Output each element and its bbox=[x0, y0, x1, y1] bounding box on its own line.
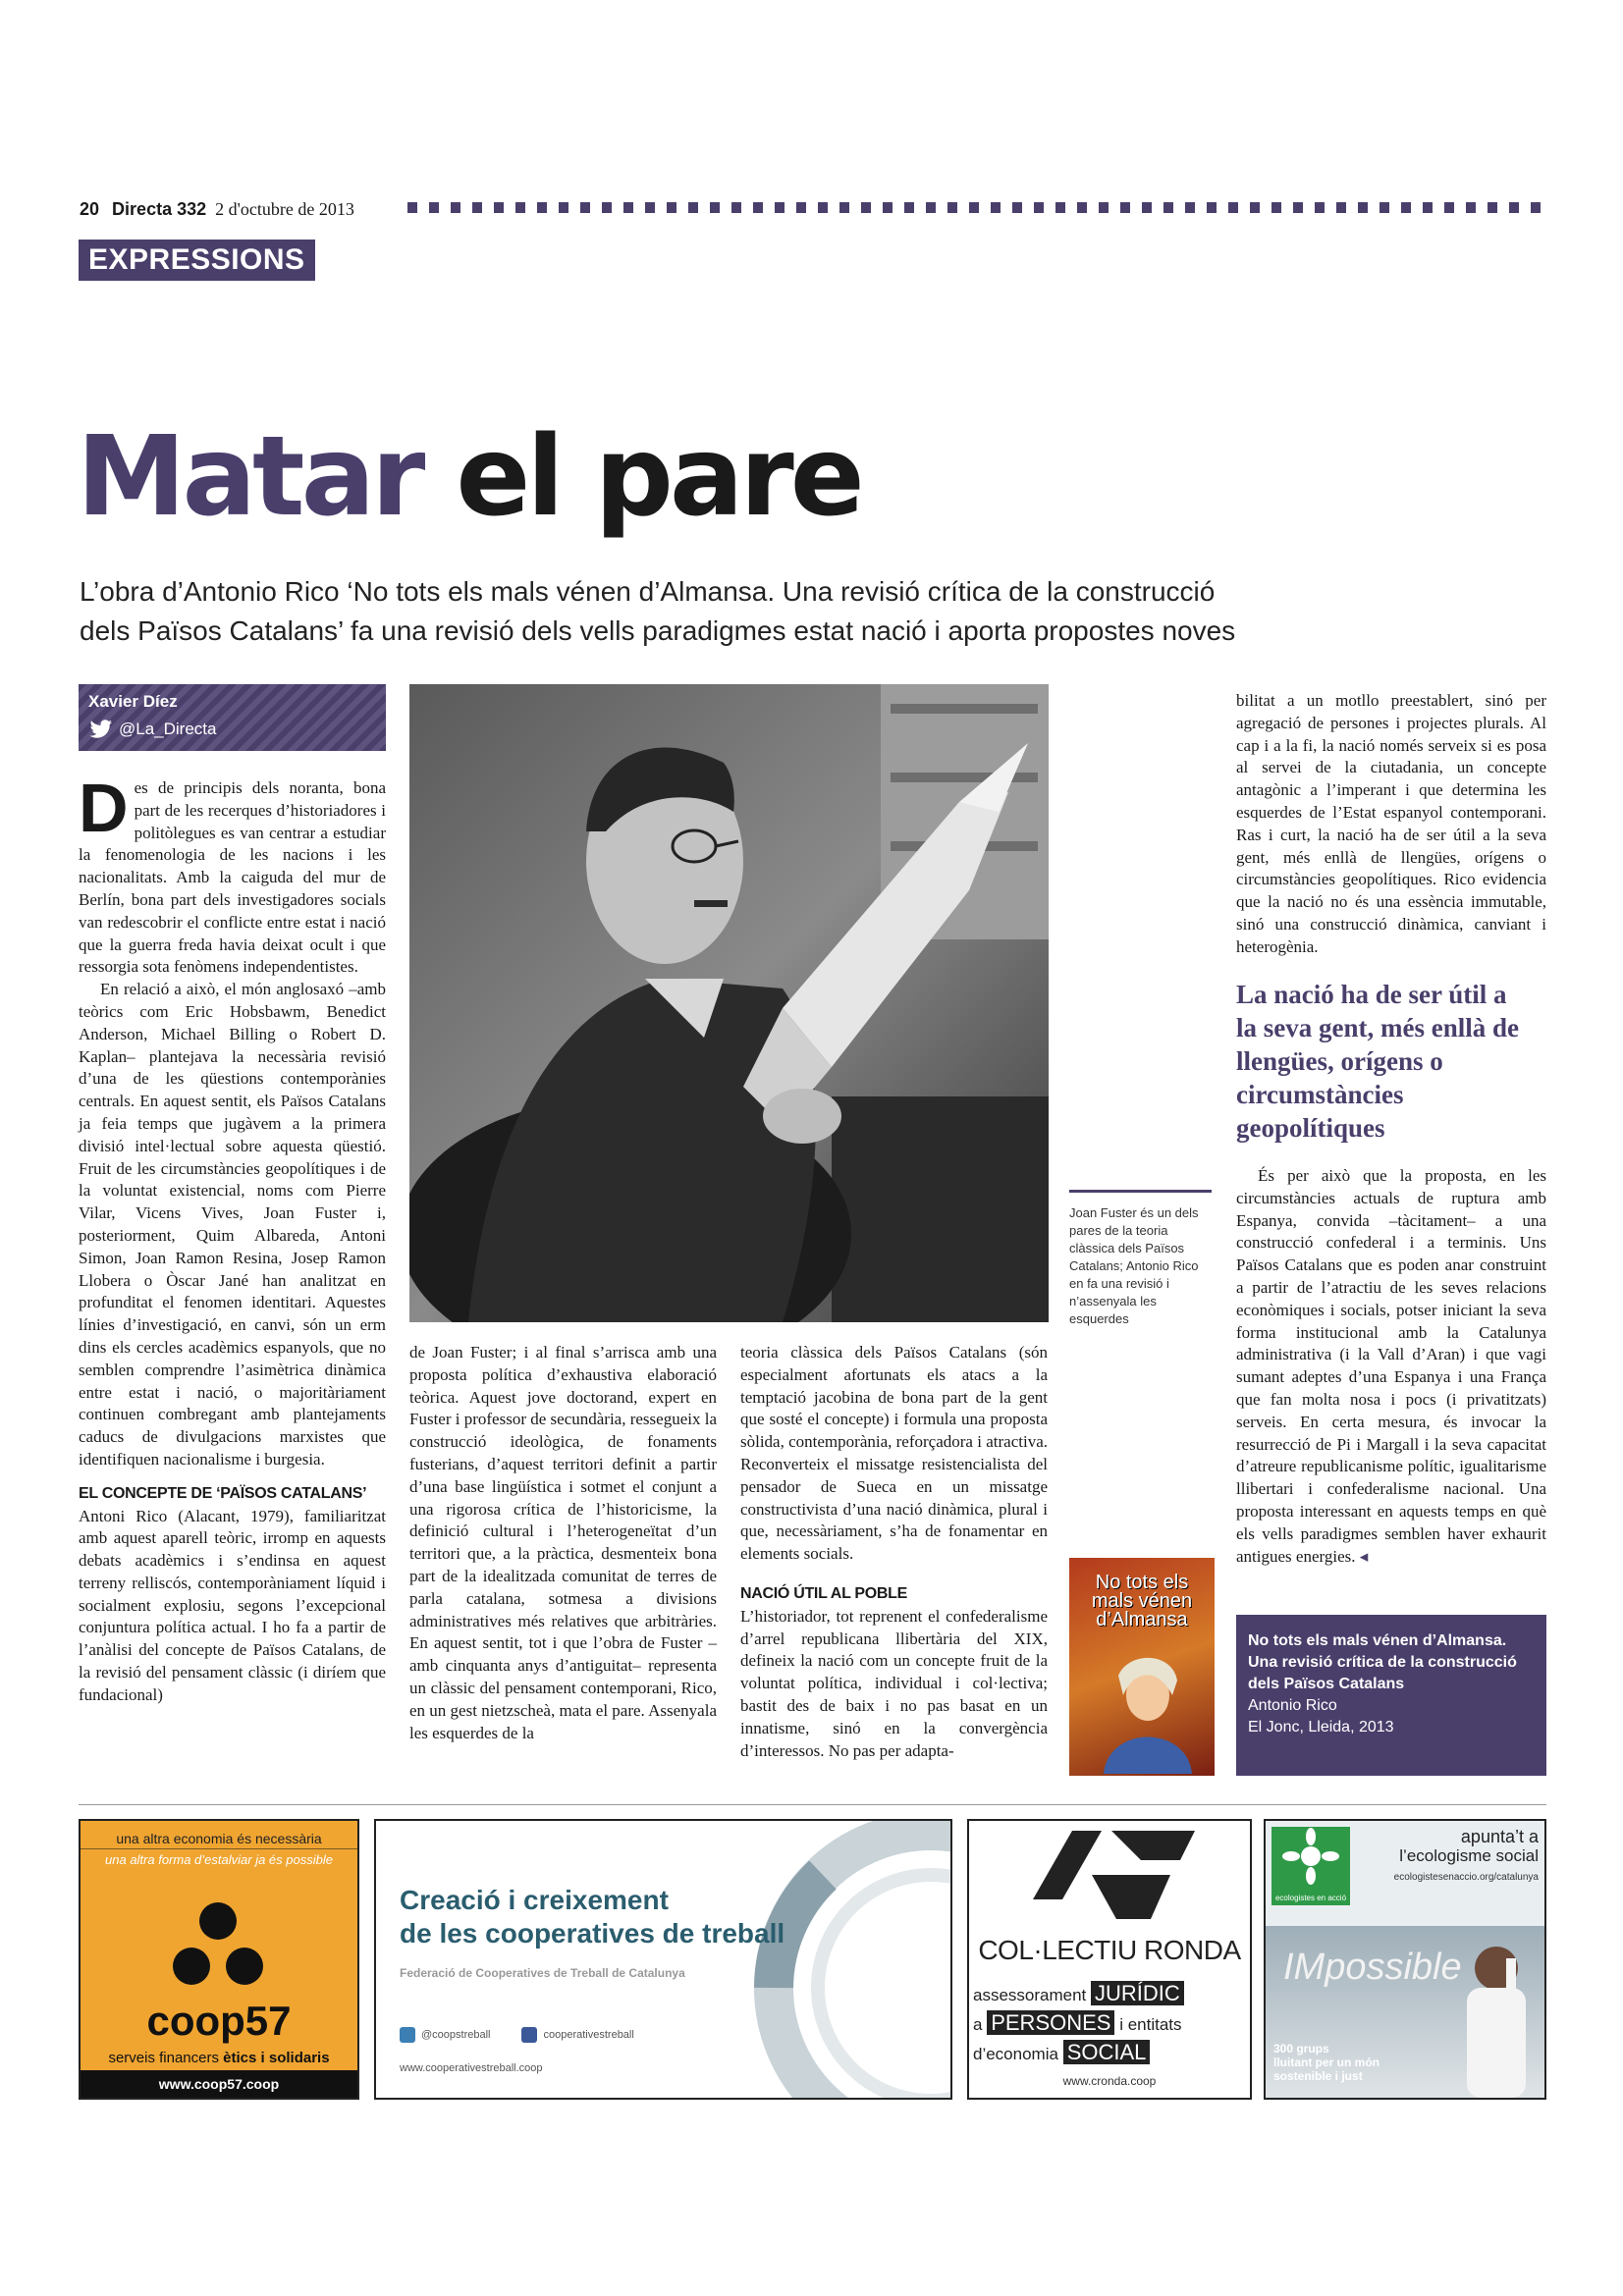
article-column-2 bbox=[409, 1342, 717, 1744]
article-paragraph: És per això que la proposta, en les circumstàncies actuals de ruptura amb Espanya, convida –tàcitament– a una construcció confederal i a terminis. Uns Països Catalans que es poden anar construint a partir de l’atractiu de les seves relacions econòmiques i socials, potser iniciant la seva forma institucional amb la Catalunya administrativa (i la Vall d’Aran) i que vagi sumant adeptes d’una Espanya i una França que fan molta nosa i pocs (i privatitzats) serveis. En certa mesura, és invocar la resurrecció de Pi i Margall i la seva capacitat d’atreure republicanisme polític, igualitarisme llibertari i confederalisme nacional. Una proposta interessant en aquests temps en què els vells paradigmes semblen haver exhaurit antigues energies. ◂ bbox=[1236, 1166, 1546, 1566]
publication-name: Directa 332 bbox=[112, 199, 207, 219]
ecologistes-tagline: apunta’t a l’ecologisme social bbox=[1399, 1827, 1539, 1865]
ecologistes-logo: ecologistes en acció bbox=[1271, 1827, 1350, 1905]
child-figure bbox=[1452, 1929, 1541, 2098]
article-column-4-top bbox=[1236, 690, 1546, 959]
article-paragraph: de Joan Fuster; i al final s’arrisca amb una proposta política d’exhaustiva elaboració teòrica. Aquest jove doctorand, expert en Fuster i professor de secundària, ressegueix la construcció ideològica, de fonaments fusterians, d’aquest territori definit a partir d’una base lingüística i sotmet el conjunt a una rigorosa crítica de l’historicisme, la definició cultural i l’heterogeneïtat d’un territori que, a la pràctica, desmenteix bona part de la idealitzada comunitat de terres de parla catalana, sotmesa a divisions administratives més relatives que arbitràries. En aquest sentit, tot i que l’obra de Fuster –amb cinquanta anys d’antiguitat– representa un clàssic del pensament contemporani, Rico, en un gest nietzscheà, mata el pare. Assenyala les esquerdes de la bbox=[409, 1343, 717, 1742]
article-paragraph: En relació a això, el món anglosaxó –amb teòrics com Eric Hobsbawm, Benedict Anderson, Michael Billing o Robert D. Kaplan– plantejava la necessària revisió d’una de les qüestions contemporànies centrals. En aquest sentit, els Països Catalans ja feia temps que jugàvem a la primera divisió intel·lectual sobre aquesta qüestió. Fruit de les circumstàncies geopolítiques i de la voluntat existencial, noms com Pierre Vilar, Vicens Vives, Joan Fuster i, posteriorment, Quim Albareda, Antoni Simon, Joan Ramon Resina, Josep Ramon Llobera o Òscar Jané han analitzat en profunditat el fenomen identitari. Aquestes línies d’investigació, en canvi, són un erm dins els cercles acadèmics espanyols, que no semblen comprendre l’asimètrica dinàmica entre estat i nació, o majoritàriament continuen combregant amb plantejaments caducs de divulgacions marxistes que identifiquen nacionalisme i burgesia. bbox=[79, 980, 386, 1468]
ronda-brand: COL·LECTIU RONDA bbox=[978, 1935, 1241, 1965]
article-dek: L’obra d’Antonio Rico ‘No tots els mals vénen d’Almansa. Una revisió crítica de la construcció dels Països Catalans’ fa una revisió dels vells paradigmes estat nació i aporta propostes noves bbox=[80, 576, 1236, 646]
cooperatives-headline: Creació i creixement de les cooperatives de treball bbox=[400, 1885, 785, 1949]
ad-cooperatives-treball[interactable] bbox=[374, 1819, 952, 2100]
coop57-logo-icon bbox=[164, 1899, 272, 1998]
portrait-image bbox=[409, 684, 1049, 1322]
article-column-4-bottom bbox=[1236, 1165, 1546, 1568]
coop57-tagline-1: una altra economia és necessària bbox=[81, 1831, 357, 1849]
book-info-box bbox=[1236, 1615, 1546, 1776]
twitter-icon bbox=[400, 2027, 415, 2043]
ecologistes-claim: 300 grups lluitant per un món sostenible i just bbox=[1273, 2042, 1380, 2083]
book-cover bbox=[1069, 1558, 1215, 1776]
cooperatives-federation: Federació de Cooperatives de Treball de Catalunya bbox=[400, 1966, 685, 1980]
issue-date: 2 d'octubre de 2013 bbox=[215, 199, 354, 219]
page-number: 20 bbox=[80, 199, 100, 219]
ecologistes-url-link[interactable]: ecologistesenaccio.org/catalunya bbox=[1393, 1872, 1539, 1883]
book-author: Antonio Rico bbox=[1248, 1697, 1337, 1714]
article-column-3 bbox=[740, 1342, 1048, 1762]
headline-word-1: Matar bbox=[77, 413, 422, 541]
end-mark-icon: ◂ bbox=[1359, 1546, 1369, 1566]
headline bbox=[77, 413, 861, 541]
page-folio bbox=[80, 199, 354, 220]
coop57-brand: coop57 bbox=[146, 1998, 292, 2044]
photo-caption: Joan Fuster és un dels pares de la teoria clàssica dels Països Catalans; Antonio Rico en fa una revisió i n’assenyala les esquerdes bbox=[1069, 1190, 1212, 1328]
author-name: Xavier Díez bbox=[88, 692, 178, 711]
ronda-logo-icon bbox=[1023, 1831, 1200, 1929]
book-cover-title: No tots els mals vénen d’Almansa bbox=[1091, 1572, 1193, 1630]
cooperatives-url-link[interactable]: www.cooperativestreball.coop bbox=[400, 2062, 543, 2074]
sunflower-icon bbox=[1271, 1827, 1350, 1886]
article-paragraph: teoria clàssica dels Països Catalans (són especialment afortunats els atacs a la temptació jacobina de bona part de la gent que sosté el concepte) i formula una proposta sòlida, contemporània, reforçadora i atractiva. Reconverteix el missatge resistencialista del pensador de Sueca en un missatge constructivista d’una nació dinàmica, plural i que, necessàriament, s’ha de fonamentar en elements socials. bbox=[740, 1343, 1048, 1564]
coop57-tagline-2: una altra forma d’estalviar ja és possible bbox=[105, 1852, 333, 1867]
article-paragraph: L’historiador, tot reprenent el confederalisme d’arrel republicana llibertària del XIX, defineix la nació com un concepte fruit de la voluntat política, individual i col·lectiva; bastit des de baix i no pas basat en un innatisme, sinó en la convergència d’interessos. No pas per adapta- bbox=[740, 1606, 1048, 1760]
article-paragraph: Des de principis dels noranta, bona part de les recerques d’historiadores i politòlegues es van centrar a estudiar la fenomenologia de les nacions i les nacionalitats. Amb la caiguda del mur de Berlín, bona part dels investigadores socials van redescobrir el conflicte entre estat i nació que la guerra freda havia deixat ocult i que ressorgia sota fenòmens independentistes. bbox=[79, 770, 386, 977]
article-paragraph: Antoni Rico (Alacant, 1979), familiaritzat amb aquest aparell teòric, irromp en aquests debats acadèmics i s’endinsa en aquest terreny relliscós, contemporàniament líquid i socialment explosiu, segons l’excepcional conjuntura política actual. I ho fa a partir de l’anàlisi del concepte de Països Catalans, de la revisió del pensament clàssic (i diríem que fundacional) bbox=[79, 1506, 386, 1704]
headline-word-2: el pare bbox=[456, 413, 861, 541]
article-column-1 bbox=[79, 770, 386, 1707]
book-cover-figure bbox=[1089, 1656, 1197, 1774]
coop57-subtitle: serveis financers ètics i solidaris bbox=[108, 2050, 330, 2066]
author-handle: @La_Directa bbox=[119, 720, 217, 738]
section-label: EXPRESSIONS bbox=[79, 240, 315, 281]
drop-cap: D bbox=[79, 770, 129, 846]
twitter-bird-icon bbox=[88, 720, 114, 739]
byline-box bbox=[79, 684, 386, 751]
ad-coop57[interactable] bbox=[79, 1819, 359, 2100]
ad-ecologistes[interactable] bbox=[1264, 1819, 1546, 2100]
ronda-tagline: assessorament JURÍDIC a PERSONES i entitats d’economia SOCIAL bbox=[973, 1980, 1248, 2068]
header-dotted-rule bbox=[407, 202, 1544, 213]
ads-divider bbox=[79, 1804, 1546, 1805]
book-publisher: El Jonc, Lleida, 2013 bbox=[1248, 1719, 1394, 1735]
book-title: No tots els mals vénen d’Almansa. Una revisió crítica de la construcció dels Països Catalans bbox=[1248, 1632, 1517, 1692]
ad-collectiu-ronda[interactable] bbox=[967, 1819, 1252, 2100]
joan-fuster-photo bbox=[409, 684, 1049, 1322]
article-paragraph: bilitat a un motllo preestablert, sinó per agregació de persones i projectes plurals. Al cap i a la fi, la nació només serveix si es posa al servei de la ciutadania, un concepte antagònic a l’imperant i que determina les esquerdes de l’Estat espanyol contemporani. Ras i curt, la nació ha de ser útil a la seva gent, més enllà de llengües, orígens o circumstàncies geopolítiques. Rico evidencia que la nació no és una essència immutable, sinó una construcció dinàmica, canviant i heterogènia. bbox=[1236, 691, 1546, 956]
cooperatives-twitter[interactable]: @coopstreball bbox=[421, 2029, 491, 2041]
ronda-url-link[interactable]: www.cronda.coop bbox=[1062, 2074, 1157, 2088]
cooperatives-facebook[interactable]: cooperativestreball bbox=[543, 2029, 634, 2041]
cooperatives-social-row bbox=[400, 2027, 634, 2043]
facebook-icon bbox=[521, 2027, 537, 2043]
author-handle-row[interactable] bbox=[88, 720, 216, 739]
subhead-nacio-util: NACIÓ ÚTIL AL POBLE bbox=[740, 1584, 908, 1602]
cooperatives-ring-graphic bbox=[715, 1821, 950, 2098]
ecologistes-impossible-text: IMpossible bbox=[1283, 1947, 1462, 1988]
pull-quote: La nació ha de ser útil a la seva gent, més enllà de llengües, orígens o circumstàncies geopolítiques bbox=[1236, 980, 1519, 1143]
subhead-concepte: EL CONCEPTE DE ‘PAÏSOS CATALANS’ bbox=[79, 1484, 367, 1502]
coop57-url-link[interactable]: www.coop57.coop bbox=[81, 2070, 357, 2098]
